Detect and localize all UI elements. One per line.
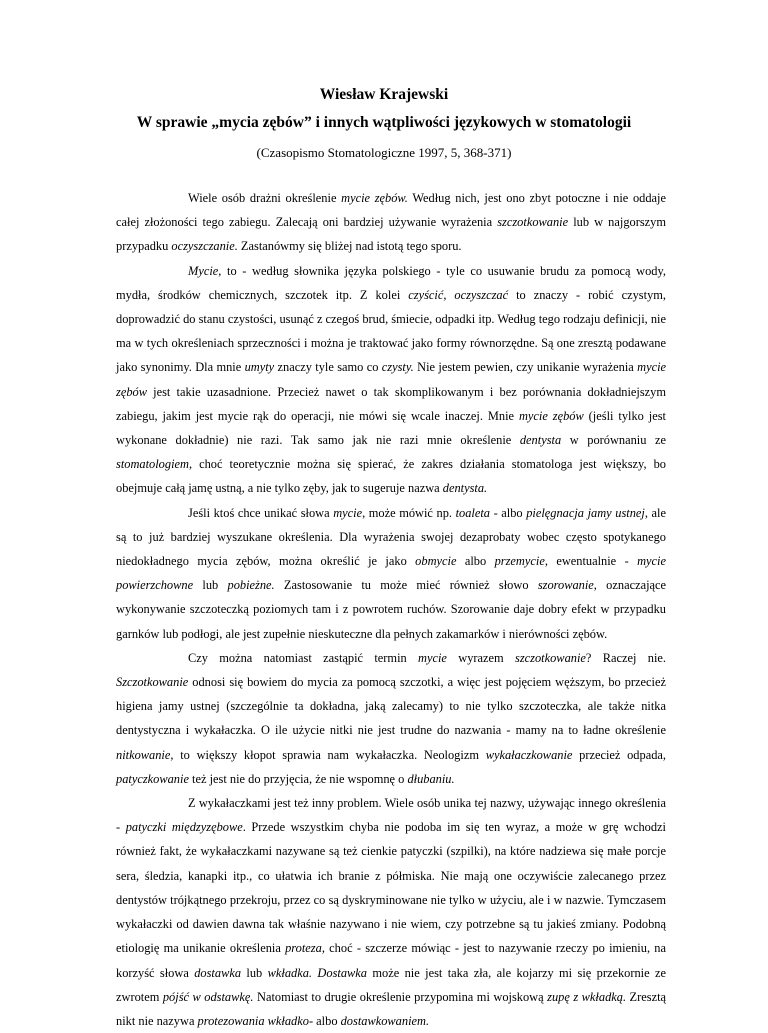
italic-term: mycie zębów — [518, 408, 584, 423]
italic-term: oczyszczanie. — [171, 239, 238, 254]
italic-term: dentysta — [519, 433, 562, 448]
italic-term: mycie zębów — [116, 360, 667, 399]
italic-term: patyczki międzyzębowe — [125, 820, 243, 835]
italic-term: dłubaniu. — [407, 771, 455, 786]
text-run: Zastanówmy się bliżej nad istotą tego sporu. — [237, 239, 462, 254]
text-run: Według nich, jest ono zbyt potoczne i nie oddaje całej złożoności tego zabiegu. Zalecają oni bardziej używanie wyrażenia — [116, 191, 666, 230]
text-run: ? Raczej nie. — [585, 650, 666, 665]
text-run: Nie jestem pewien, czy unikanie wyrażenia — [413, 360, 638, 375]
italic-term: czyścić, oczyszczać — [408, 287, 509, 302]
article-body — [116, 186, 666, 1033]
text-run: lub w najgorszym przypadku — [116, 215, 666, 254]
text-run: w porównaniu ze — [561, 433, 667, 448]
text-run: Zastosowanie tu może mieć również słowo — [274, 578, 538, 593]
italic-term: Szczotkowanie — [116, 675, 189, 690]
italic-term: czysty. — [381, 360, 414, 375]
italic-term: proteza — [285, 941, 322, 956]
italic-term: protezowania wkładko- — [197, 1013, 314, 1028]
source-citation: (Czasopismo Stomatologiczne 1997, 5, 368-371) — [256, 145, 512, 160]
text-run: lub — [193, 578, 228, 593]
italic-term: przemycie — [494, 554, 545, 569]
italic-term: toaleta — [455, 505, 490, 520]
text-run: lub — [241, 965, 268, 980]
italic-term: umyty — [244, 360, 275, 375]
text-run: też jest nie do przyjęcia, że nie wspomnę o — [188, 771, 408, 786]
article-title: W sprawie „mycia zębów” i innych wątpliwości językowych w stomatologii — [136, 114, 632, 131]
text-run: oznaczające wykonywanie szczoteczką poziomych tam i z powrotem ruchów. Szorowanie daje dobry efekt w przypadku garnków lub podłogi, ale jest zupełnie nieskuteczne dla pełnych zakamarków i nierówności zębów. — [116, 578, 667, 641]
paragraph-5 — [116, 791, 666, 1033]
italic-term: wkładka. — [267, 965, 313, 980]
italic-term: mycie zębów. — [341, 191, 408, 205]
italic-term: Dostawka — [317, 965, 367, 980]
text-run: to - według słownika języka polskiego - tyle co usuwanie brudu za pomocą wody, mydła, środków chemicznych, szczotek itp. Z kolei — [116, 263, 666, 302]
text-run: Jeśli ktoś chce unikać słowa — [188, 505, 334, 520]
text-run: , choć - szczerze mówiąc - jest to nazywanie rzeczy po imieniu, na korzyść słowa — [116, 941, 666, 980]
text-run: przecież odpada, — [572, 747, 666, 762]
italic-term: Mycie, — [188, 263, 222, 278]
text-run: jest takie uzasadnione. Przecież nawet o tak skomplikowanym i bez porównania dokładniejszym zabiegu, jakim jest mycie rąk do operacji, nie mówi się wcale inaczej. Mnie — [116, 384, 666, 423]
text-run: odnosi się bowiem do mycia za pomocą szczotki, a więc jest pojęciem węższym, bo przecież higiena jamy ustnej (szczególnie ta dokładna, jaką zalecamy) to nie tylko szczoteczka, ale także nitka dentystyczna i wykałaczka. O ile użycie nitki nie jest trudne do nazwania - mamy na to ładne określenie — [116, 675, 666, 738]
text-run: albo — [456, 554, 495, 569]
text-run: choć teoretycznie można się spierać, że zakres działania stomatologa jest większy, bo obejmuje całą jamę ustną, a nie tylko zęby, jak to sugeruje nazwa — [116, 457, 666, 496]
italic-term: dostawka — [194, 965, 242, 980]
text-run: to większy kłopot sprawia nam wykałaczka. Neologizm — [173, 747, 486, 762]
text-run: Wiele osób drażni określenie — [188, 191, 342, 205]
italic-term: wykałaczkowanie — [485, 747, 573, 762]
text-run: wyrazem — [446, 650, 515, 665]
italic-term: szorowanie, — [537, 578, 597, 593]
italic-term: dentysta. — [442, 481, 488, 496]
italic-term: pobieżne. — [227, 578, 275, 593]
text-run: Zresztą nikt nie nazywa — [116, 989, 667, 1028]
text-run: . Przede wszystkim chyba nie podoba im się ten wyraz, a może w grę wchodzi również fakt, że wykałaczkami nazywane są też cienkie patyczki (szpilki), na które nadziewa się małe porcje sera, śledzia, kanapki itp., co ułatwia ich branie z półmiska. Nie mają one oczywiście zalecanego przez dentystów trójkątnego przekroju, przez co są dyskryminowane nie tylko w użyciu, ale i w nazwie. Tymczasem wykałaczki od dawien dawna tak właśnie nazywano i nie wiem, czy potrzebne są tu jakieś zmiany. Podobną etiologię ma unikanie określenia — [116, 820, 666, 956]
text-run: albo — [313, 1013, 341, 1028]
italic-term: pielęgnacja jamy ustnej — [526, 505, 645, 520]
text-run: to znaczy - robić czystym, doprowadzić do stanu czystości, usunąć z czegoś brud, śmiecie, odpadki itp. Według tego rodzaju definicji, nie ma w tych określeniach sprzeczności i można je traktować jako formy równorzędne. Są one zresztą podawane jako synonimy. Dla mnie — [116, 287, 666, 375]
italic-term: mycie — [418, 650, 447, 665]
italic-term: pójść w odstawkę. — [162, 989, 254, 1004]
text-run: Natomiast to drugie określenie przypomina mi wojskową — [253, 989, 548, 1004]
paragraph-3 — [116, 501, 666, 646]
italic-term: mycie — [333, 505, 363, 520]
italic-term: szczotkowanie — [497, 215, 569, 230]
text-run: może nie jest taka zła, ale kojarzy mi się przekornie ze zwrotem — [116, 965, 666, 1004]
text-run: , ewentualnie - — [544, 554, 638, 569]
italic-term: stomatologiem, — [116, 457, 193, 472]
text-run: Z wykałaczkami jest też inny problem. Wiele osób unika tej nazwy, używając innego określenia - — [116, 796, 666, 835]
text-run: (jeśli tylko jest wykonane dokładnie) nie razi. Tak samo jak nie razi mnie określenie — [116, 408, 666, 448]
italic-term: nitkowanie, — [116, 747, 174, 762]
paragraph-2 — [116, 259, 666, 501]
text-run: znaczy tyle samo co — [274, 360, 382, 375]
italic-term: szczotkowanie — [515, 650, 586, 665]
text-run: , ale są to już bardziej wyszukane określenia. Dla wyrażenia swojej dezaprobaty wobec często spotykanego niedokładnego mycia zębów, można określić je jako — [116, 505, 666, 569]
paragraph-1 — [116, 186, 666, 259]
italic-term: mycie powierzchowne — [116, 554, 666, 593]
italic-term: zupę z wkładką. — [547, 989, 627, 1004]
text-run: Czy można natomiast zastąpić termin — [188, 650, 419, 665]
paragraph-4 — [116, 646, 666, 791]
text-run: - albo — [490, 505, 527, 520]
italic-term: dostawkowaniem. — [340, 1013, 430, 1028]
author-name: Wiesław Krajewski — [319, 86, 449, 103]
text-run: , może mówić np. — [362, 505, 456, 520]
italic-term: patyczkowanie — [116, 771, 189, 786]
italic-term: obmycie — [415, 554, 457, 569]
